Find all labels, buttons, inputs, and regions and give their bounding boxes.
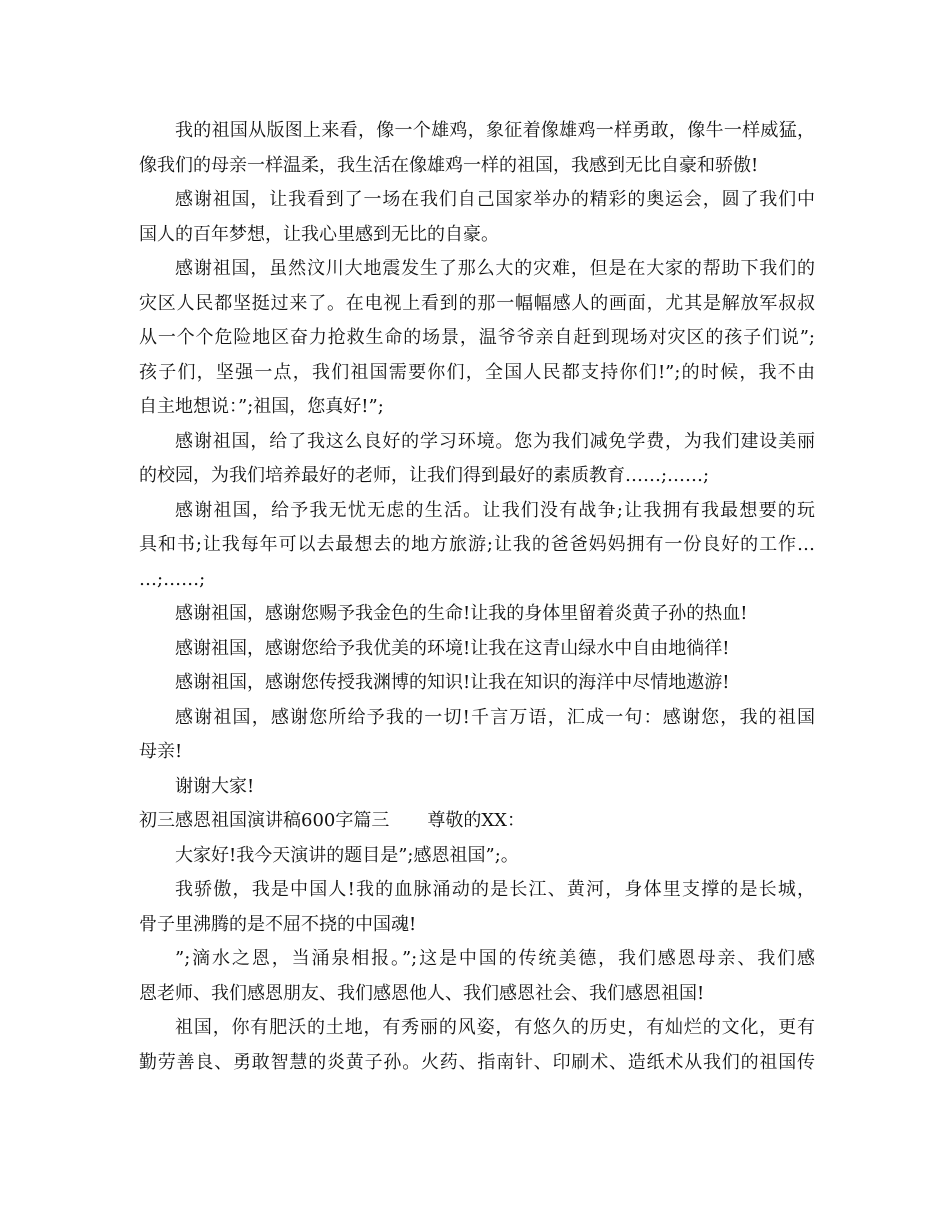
paragraph-1 [139, 114, 815, 183]
paragraph-9-line-1: 感谢祖国，感谢您所给予我的一切!千言万语，汇成一句：感谢您，我的祖国 [175, 706, 815, 728]
paragraph-1-line-1: 我的祖国从版图上来看，像一个雄鸡，象征着像雄鸡一样勇敢，像牛一样威猛， [175, 120, 815, 141]
section-heading [139, 804, 815, 839]
paragraph-5-line-2: 具和书;让我每年可以去最想去的地方旅游;让我的爸爸妈妈拥有一份良好的工作… [139, 534, 815, 555]
paragraph-14-line-2: 勤劳善良、勇敢智慧的炎黄子孙。火药、指南针、印刷术、造纸术从我们的祖国传 [139, 1051, 815, 1073]
paragraph-11-line-1: 大家好!我今天演讲的题目是”;感恩祖国”;。 [175, 844, 519, 866]
paragraph-12-line-1: 我骄傲，我是中国人!我的血脉涌动的是长江、黄河，身体里支撑的是长城， [175, 879, 815, 900]
paragraph-3-line-2: 灾区人民都坚挺过来了。在电视上看到的那一幅幅感人的画面，尤其是解放军叔叔 [139, 292, 815, 314]
paragraph-6 [139, 597, 815, 632]
paragraph-6-line-1: 感谢祖国，感谢您赐予我金色的生命!让我的身体里留着炎黄子孙的热血! [175, 603, 748, 624]
paragraph-11 [139, 839, 815, 874]
paragraph-5-line-1: 感谢祖国，给予我无忧无虑的生活。让我们没有战争;让我拥有我最想要的玩 [175, 499, 815, 521]
paragraph-8-line-1: 感谢祖国，感谢您传授我渊博的知识!让我在知识的海洋中尽情地遨游! [175, 672, 730, 693]
paragraph-4-line-1: 感谢祖国，给了我这么良好的学习环境。您为我们减免学费，为我们建设美丽 [175, 430, 815, 452]
paragraph-3-line-5: 自主地想说：”;祖国，您真好!”; [139, 396, 384, 417]
paragraph-14-line-1: 祖国，你有肥沃的土地，有秀丽的风姿，有悠久的历史，有灿烂的文化，更有 [175, 1017, 815, 1038]
paragraph-13-line-1: ”;滴水之恩，当涌泉相报。”;这是中国的传统美德，我们感恩母亲、我们感 [175, 948, 815, 969]
paragraph-10 [139, 770, 815, 805]
paragraph-2-line-2: 国人的百年梦想，让我心里感到无比的自豪。 [139, 223, 499, 245]
paragraph-1-line-2: 像我们的母亲一样温柔，我生活在像雄鸡一样的祖国，我感到无比自豪和骄傲! [139, 154, 759, 176]
paragraph-10-line-1: 谢谢大家! [175, 775, 255, 797]
paragraph-12-line-2: 骨子里沸腾的是不屈不挠的中国魂! [139, 913, 417, 935]
paragraph-9-line-2: 母亲! [139, 741, 183, 762]
paragraph-13 [139, 942, 815, 1011]
paragraph-2 [139, 183, 815, 252]
paragraph-3-line-4: 孩子们，坚强一点，我们祖国需要你们，全国人民都支持你们!”;的时候，我不由 [139, 361, 815, 383]
paragraph-2-line-1: 感谢祖国，让我看到了一场在我们自己国家举办的精彩的奥运会，圆了我们中 [175, 189, 815, 210]
document-body [139, 114, 815, 1080]
section-title: 初三感恩祖国演讲稿600字篇三 [139, 810, 390, 831]
paragraph-7 [139, 632, 815, 667]
paragraph-4-line-2: 的校园，为我们培养最好的老师，让我们得到最好的素质教育……;……; [139, 465, 710, 486]
paragraph-7-line-1: 感谢祖国，感谢您给予我优美的环境!让我在这青山绿水中自由地徜徉! [175, 637, 730, 659]
paragraph-3-line-1: 感谢祖国，虽然汶川大地震发生了那么大的灾难，但是在大家的帮助下我们的 [175, 258, 815, 279]
paragraph-8 [139, 666, 815, 701]
paragraph-5 [139, 494, 815, 598]
paragraph-5-line-3: …;……; [139, 568, 206, 590]
paragraph-9 [139, 701, 815, 770]
paragraph-4 [139, 425, 815, 494]
salutation: 尊敬的XX： [427, 810, 525, 831]
paragraph-3 [139, 252, 815, 425]
paragraph-12 [139, 873, 815, 942]
paragraph-14 [139, 1011, 815, 1080]
paragraph-13-line-2: 恩老师、我们感恩朋友、我们感恩他人、我们感恩社会、我们感恩祖国! [139, 982, 705, 1004]
paragraph-3-line-3: 从一个个危险地区奋力抢救生命的场景，温爷爷亲自赶到现场对灾区的孩子们说”; [139, 327, 815, 348]
